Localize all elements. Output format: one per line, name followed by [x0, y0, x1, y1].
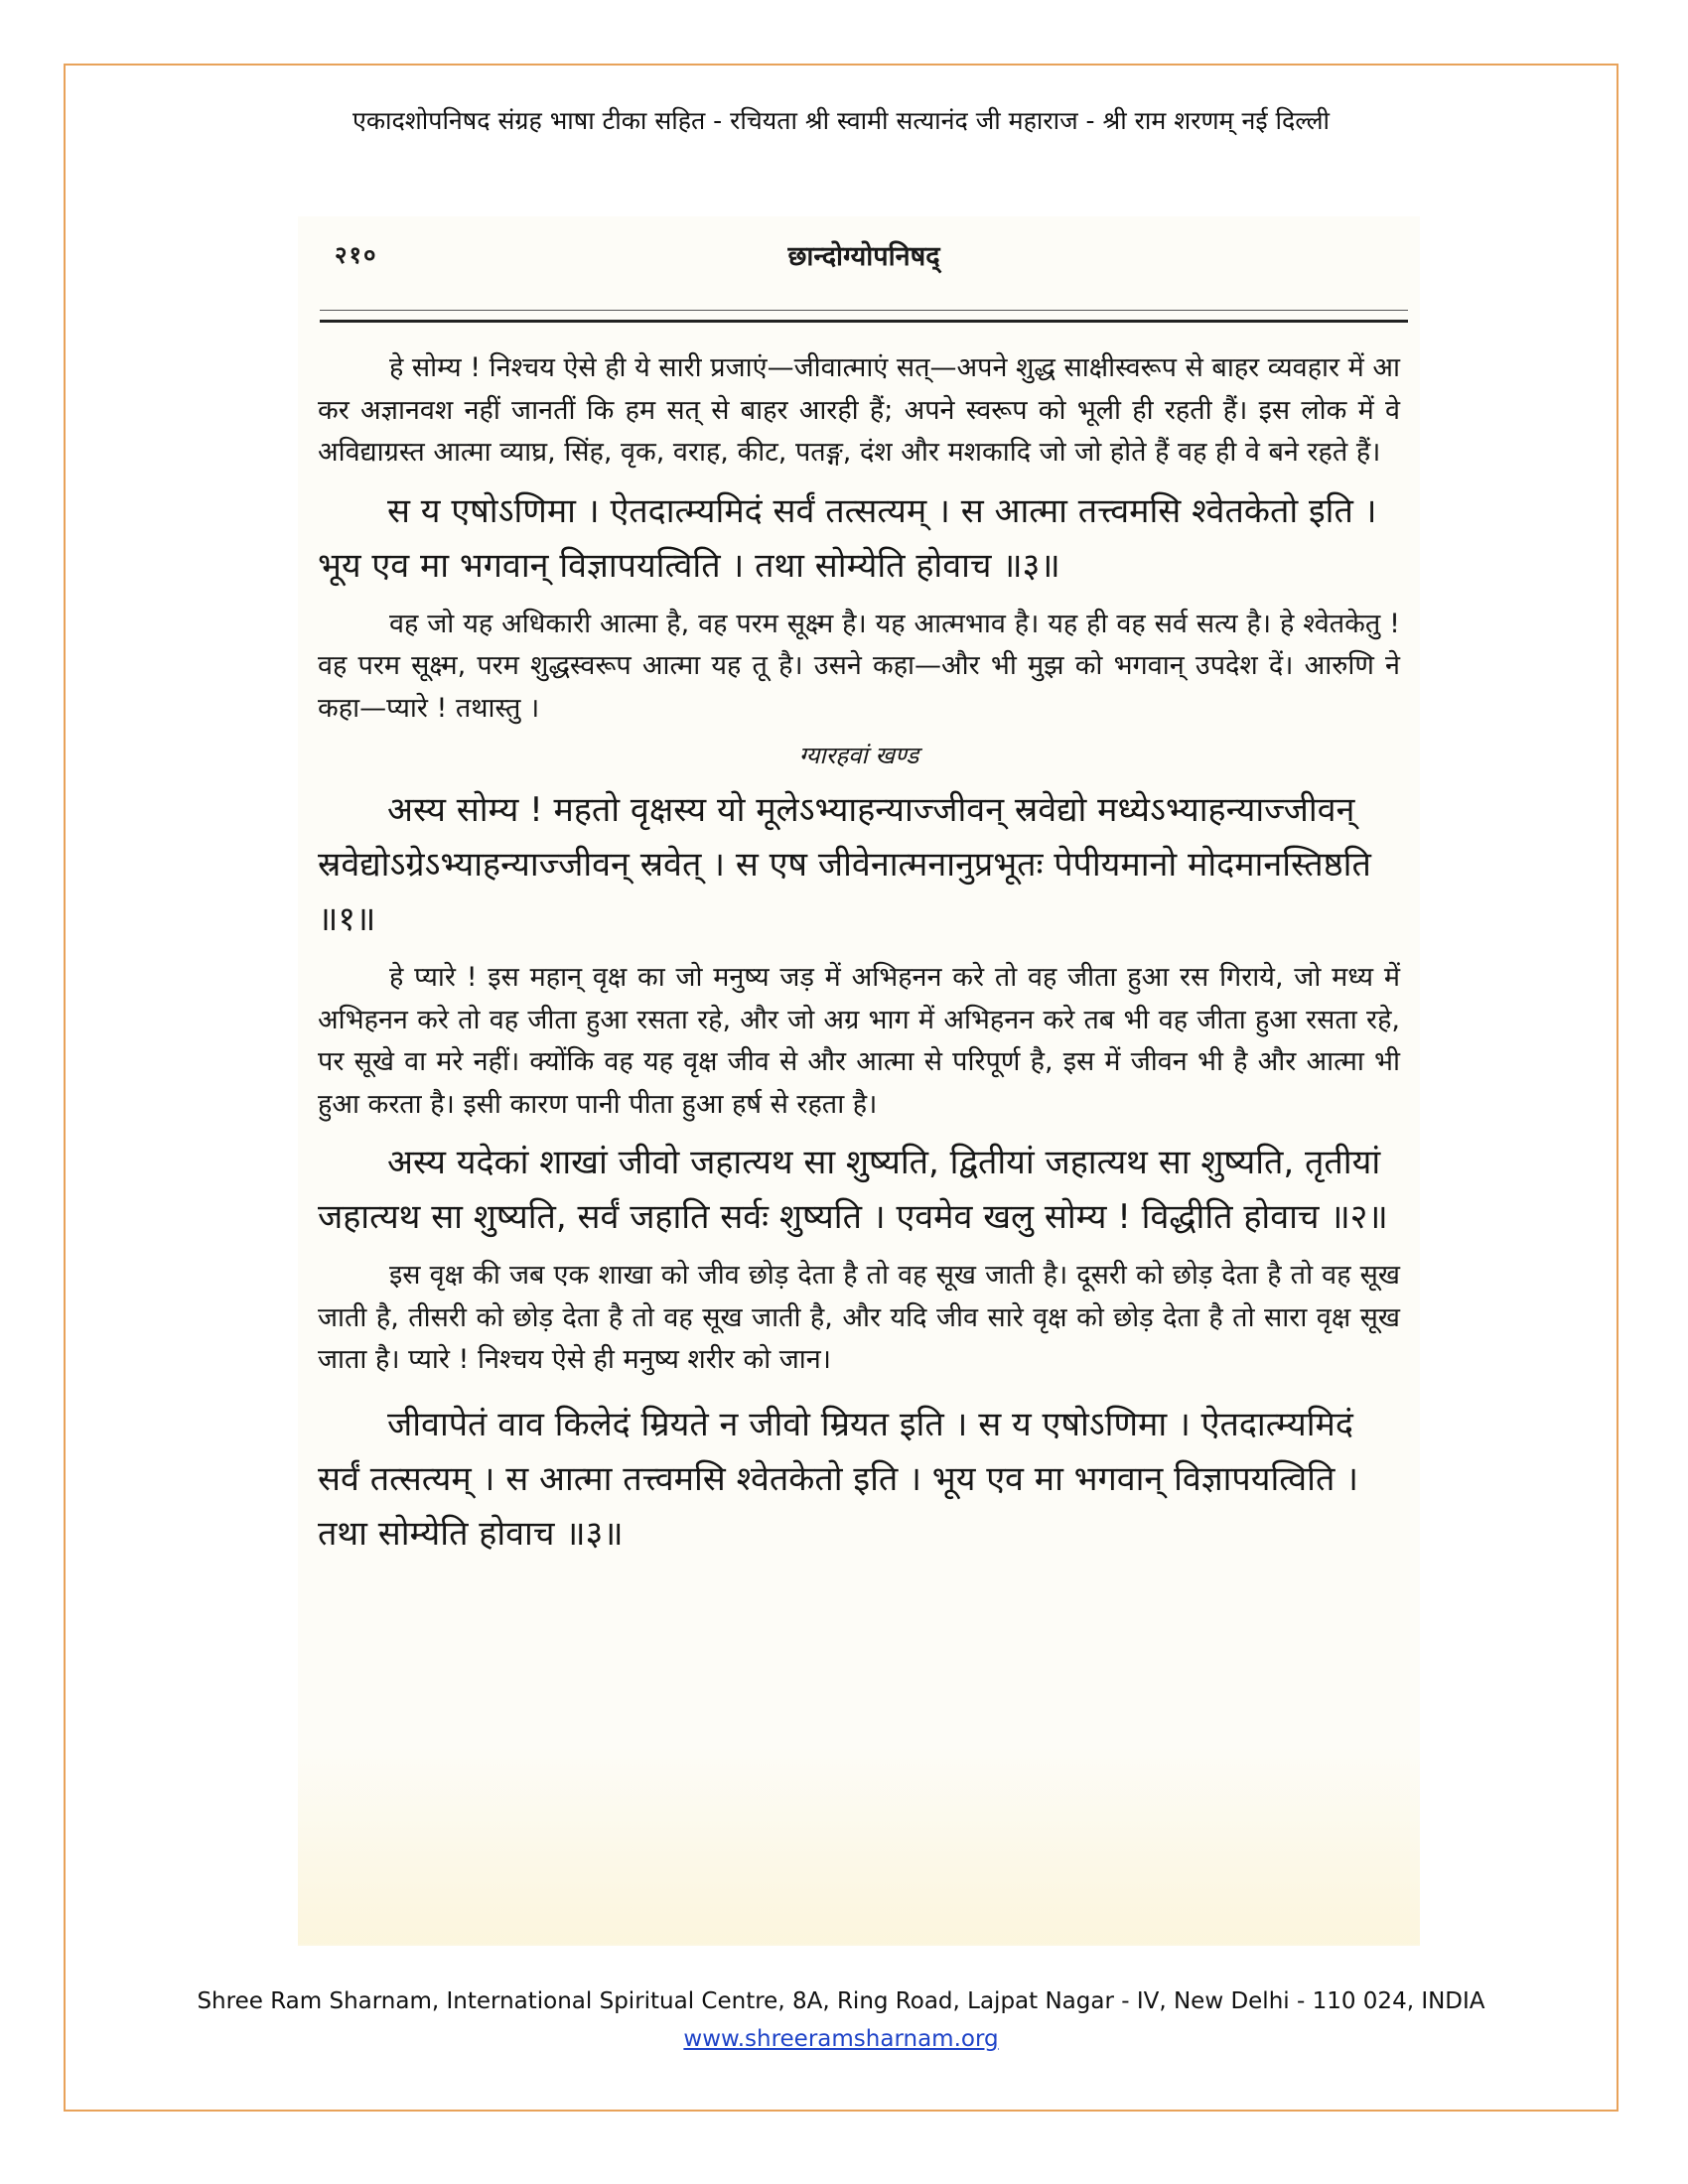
hindi-commentary-3: हे प्यारे ! इस महान् वृक्ष का जो मनुष्य जड़ में अभिहनन करे तो वह जीता हुआ रस गिराये, जो मध्य में अभिहनन करे तो वह जीता हुआ रसता रहे, और जो अग्र भाग में अभिहनन करे तब भी वह जीता हुआ रसता रहे, पर सूखे वा मरे नहीं। क्योंकि वह यह वृक्ष जीव से और आत्मा से परिपूर्ण है, इस में जीवन भी है और आत्मा भी हुआ करता है। इसी कारण पानी पीता हुआ हर्ष से रहता है।: [318, 962, 1400, 1120]
header-rule-thick: [320, 320, 1408, 323]
page-body: [318, 347, 1400, 1562]
hindi-commentary-1: हे सोम्य ! निश्चय ऐसे ही ये सारी प्रजाएं—जीवात्माएं सत्—अपने शुद्ध साक्षीस्वरूप से बाहर व्यवहार में आ कर अज्ञानवश नहीं जानतीं कि हम सत् से बाहर आरही हैं; अपने स्वरूप को भूली ही रहती हैं। इस लोक में वे अविद्याग्रस्त आत्मा व्याघ्र, सिंह, वृक, वराह, कीट, पतङ्ग, दंश और मशकादि जो जो होते हैं वह ही वे बने रहते हैं।: [318, 352, 1400, 468]
book-running-head: [323, 236, 1405, 276]
book-page-number: २१०: [335, 241, 378, 269]
footer-address: Shree Ram Sharnam, International Spiritual Centre, 8A, Ring Road, Lajpat Nagar - IV, New Delhi - 110 024, INDIA: [197, 1988, 1485, 2014]
footer-website-link[interactable]: www.shreeramsharnam.org: [683, 2026, 999, 2052]
sanskrit-verse-3b: जीवापेतं वाव किलेदं म्रियते न जीवो म्रियत इति । स य एषोऽणिमा । ऐतदात्म्यमिदं सर्वं तत्सत्यम् । स आत्मा तत्त्वमसि श्वेतकेतो इति । भूय एव मा भगवान् विज्ञापयत्विति । तथा सोम्येति होवाच ॥३॥: [318, 1404, 1359, 1554]
book-running-title: छान्दोग्योपनिषद्: [787, 241, 940, 272]
page-header: एकादशोपनिषद संग्रह भाषा टीका सहित - रचियता श्री स्वामी सत्यानंद जी महाराज - श्री राम शरणम् नई दिल्ली: [352, 106, 1330, 135]
hindi-commentary-4: इस वृक्ष की जब एक शाखा को जीव छोड़ देता है तो वह सूख जाती है। दूसरी को छोड़ देता है तो वह सूख जाती है, तीसरी को छोड़ देता है तो वह सूख जाती है, और यदि जीव सारे वृक्ष को छोड़ देता है तो सारा वृक्ष सूख जाता है। प्यारे ! निश्चय ऐसे ही मनुष्य शरीर को जान।: [318, 1260, 1400, 1375]
hindi-commentary-2: वह जो यह अधिकारी आत्मा है, वह परम सूक्ष्म है। यह आत्मभाव है। यह ही वह सर्व सत्य है। हे श्वेतकेतु ! वह परम सूक्ष्म, परम शुद्धस्वरूप आत्मा यह तू है। उसने कहा—और भी मुझ को भगवान् उपदेश दें। आरुणि ने कहा—प्यारे ! तथास्तु ।: [318, 608, 1400, 724]
section-heading: ग्यारहवां खण्ड: [798, 742, 919, 769]
header-rule-thin: [320, 310, 1408, 311]
sanskrit-verse-1: अस्य सोम्य ! महतो वृक्षस्य यो मूलेऽभ्याहन्याज्जीवन् स्रवेद्यो मध्येऽभ्याहन्याज्जीवन् स्रवेद्योऽग्रेऽभ्याहन्याज्जीवन् स्रवेत् । स एष जीवेनात्मनानुप्रभूतः पेपीयमानो मोदमानस्तिष्ठति ॥१॥: [318, 790, 1371, 939]
sanskrit-verse-3: स य एषोऽणिमा । ऐतदात्म्यमिदं सर्वं तत्सत्यम् । स आत्मा तत्त्वमसि श्वेतकेतो इति । भूय एव मा भगवान् विज्ञापयत्विति । तथा सोम्येति होवाच ॥३॥: [318, 490, 1377, 586]
sanskrit-verse-2: अस्य यदेकां शाखां जीवो जहात्यथ सा शुष्यति, द्वितीयां जहात्यथ सा शुष्यति, तृतीयां जहात्यथ सा शुष्यति, सर्वं जहाति सर्वः शुष्यति । एवमेव खलु सोम्य ! विद्धीति होवाच ॥२॥: [318, 1143, 1388, 1237]
scan-aging-tint: [298, 1747, 1420, 1946]
